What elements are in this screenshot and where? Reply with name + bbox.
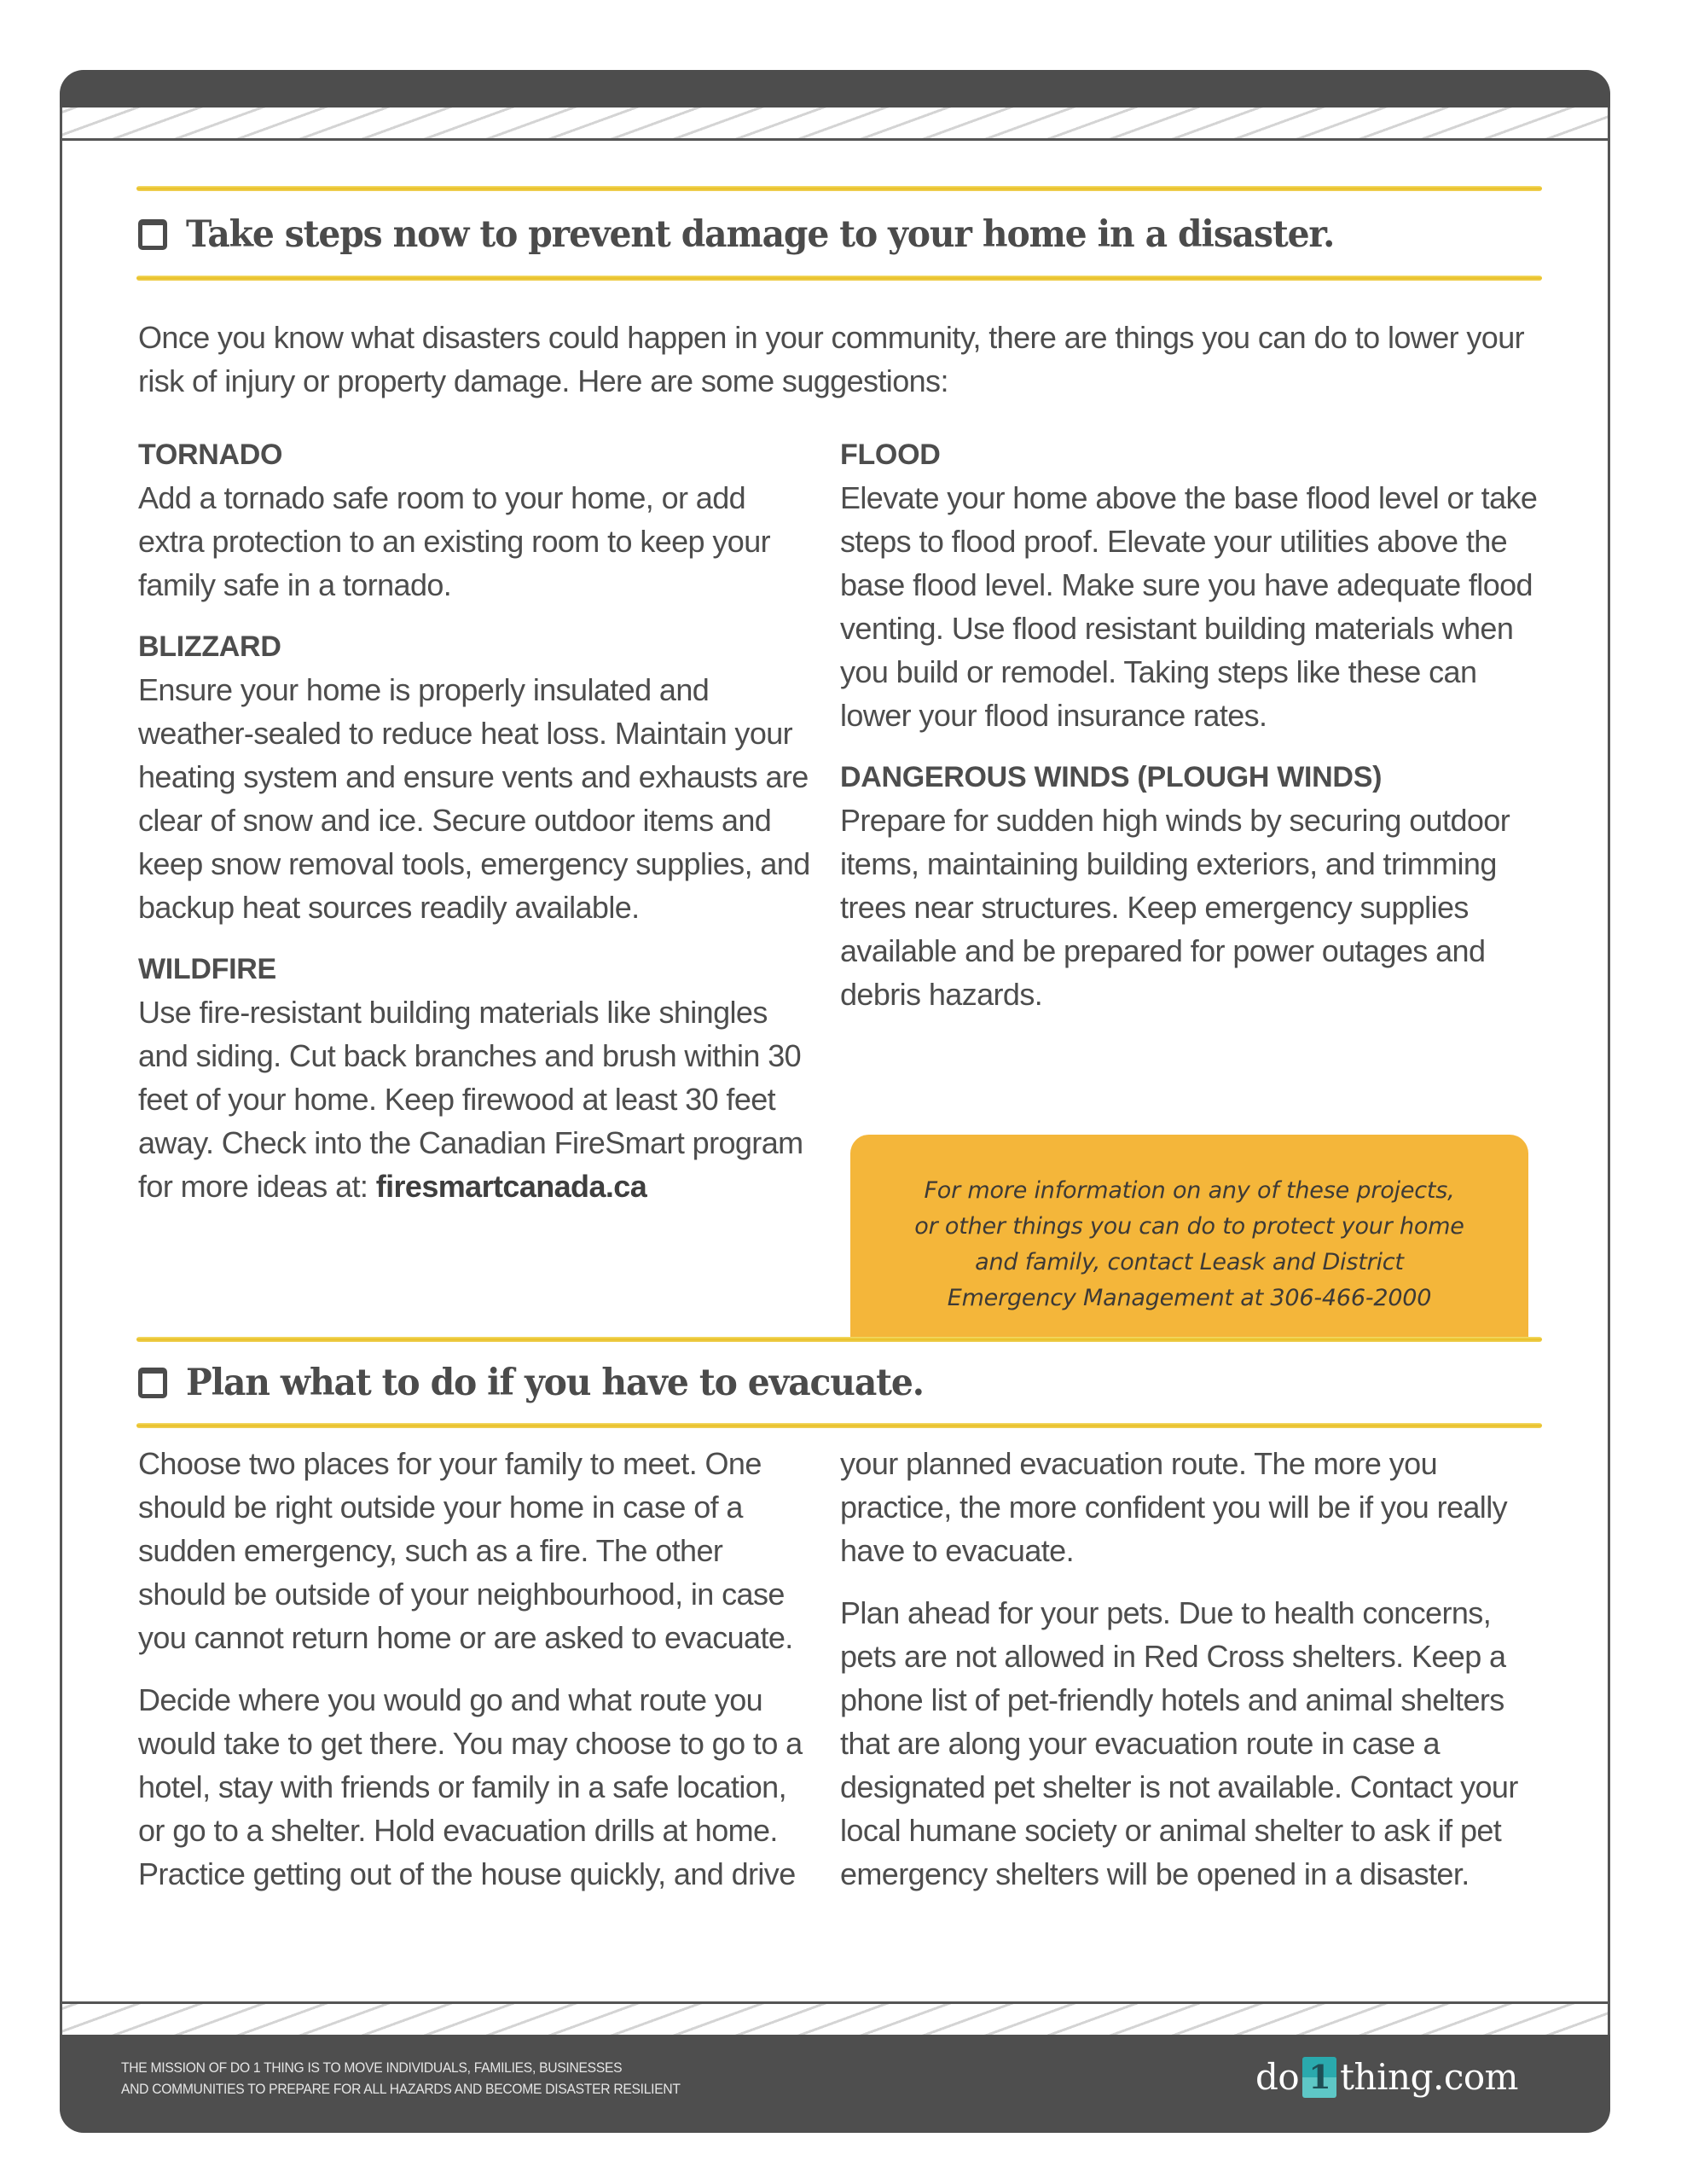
header-bar xyxy=(60,70,1610,107)
callout-line: For more information on any of these projects, xyxy=(924,1177,1455,1204)
evacuate-paragraph: your planned evacuation route. The more you practice, the more confident you will be if you really have to evacuate. xyxy=(840,1446,1507,1568)
hazard-title: BLIZZARD xyxy=(138,630,281,663)
hazard-title: WILDFIRE xyxy=(138,953,276,985)
callout-line: or other things you can do to protect your home xyxy=(914,1213,1464,1240)
footer-mission-statement xyxy=(121,2057,681,2100)
checkbox-icon[interactable] xyxy=(138,219,167,250)
section1-title: Take steps now to prevent damage to your home in a disaster. xyxy=(186,213,1335,256)
section1-top-rule xyxy=(136,186,1542,191)
hazard-body: Elevate your home above the base flood level or take steps to flood proof. Elevate your utilities above the base flood level. Make sure you have adequate flood venting. Use flood resistant building materials when you build or remodel. Taking steps like these can lower your flood insurance rates. xyxy=(840,480,1538,733)
evacuate-paragraph: Plan ahead for your pets. Due to health concerns, pets are not allowed in Red Cross shelters. Keep a phone list of pet-friendly hotels and animal shelters that are along your evacuation route in case a designated pet shelter is not available. Contact your local humane society or animal shelter to ask if pet emergency shelters will be opened in a disaster. xyxy=(840,1595,1518,1891)
evacuate-left-column xyxy=(138,1442,812,1914)
hazard-title: TORNADO xyxy=(138,439,283,471)
hazards-left-column xyxy=(138,433,812,1227)
wildfire-body-text: Use fire-resistant building materials like shingles and siding. Cut back branches and brush within 30 feet of your home. Keep firewood at least 30 feet away. Check into the Canadian FireSmart program for more ideas at: xyxy=(138,995,803,1204)
hazard-dangerous-winds xyxy=(840,756,1539,1016)
logo-suffix: thing.com xyxy=(1340,2056,1518,2098)
evacuate-paragraph: Decide where you would go and what route you would take to get there. You may choose to go to a hotel, stay with friends or family in a safe location, or go to a shelter. Hold evacuation drills at home. Practice getting out of the house quickly, and drive xyxy=(138,1682,803,1891)
hazard-flood xyxy=(840,433,1539,737)
checkbox-icon[interactable] xyxy=(138,1368,167,1398)
hazard-body: Add a tornado safe room to your home, or add extra protection to an existing room to keep your family safe in a tornado. xyxy=(138,480,771,602)
do1thing-logo[interactable] xyxy=(1255,2056,1518,2098)
hazard-wildfire xyxy=(138,948,812,1208)
hazard-body: Prepare for sudden high winds by securing outdoor items, maintaining building exteriors, and trimming trees near structures. Keep emergency supplies available and be prepared for power outages and debris hazards. xyxy=(840,803,1510,1012)
section1-heading xyxy=(138,213,1394,256)
hazard-blizzard xyxy=(138,625,812,929)
info-callout-box xyxy=(850,1135,1528,1339)
callout-text xyxy=(914,1173,1464,1316)
hazard-tornado xyxy=(138,433,812,607)
callout-line: and family, contact Leask and District xyxy=(975,1249,1404,1275)
hazard-title: FLOOD xyxy=(840,439,941,471)
header-hatch-divider xyxy=(62,107,1608,141)
section2-heading xyxy=(138,1362,962,1404)
mission-line: AND COMMUNITIES TO PREPARE FOR ALL HAZARDS AND BECOME DISASTER RESILIENT xyxy=(121,2081,681,2097)
evacuate-right-column xyxy=(840,1442,1539,1914)
footer-hatch-divider xyxy=(62,2001,1608,2035)
section1-intro: Once you know what disasters could happen in your community, there are things you can do to lower your risk of injury or property damage. Here are some suggestions: xyxy=(138,320,1525,398)
hazards-right-column xyxy=(840,433,1539,1035)
firesmart-link[interactable]: firesmartcanada.ca xyxy=(375,1169,647,1204)
hazard-body xyxy=(138,990,812,1208)
mission-line: THE MISSION OF DO 1 THING IS TO MOVE INDIVIDUALS, FAMILIES, BUSINESSES xyxy=(121,2059,623,2076)
evacuate-paragraph: Choose two places for your family to meet. One should be right outside your home in case of a sudden emergency, such as a fire. The other should be outside of your neighbourhood, in case you cannot return home or are asked to evacuate. xyxy=(138,1446,793,1655)
hazard-title: DANGEROUS WINDS (PLOUGH WINDS) xyxy=(840,761,1383,793)
hazard-body: Ensure your home is properly insulated and weather-sealed to reduce heat loss. Maintain your heating system and ensure vents and exhausts are clear of snow and ice. Secure outdoor items and keep snow removal tools, emergency supplies, and backup heat sources readily available. xyxy=(138,672,810,925)
section1-bottom-rule xyxy=(136,276,1542,281)
section2-bottom-rule xyxy=(136,1423,1542,1428)
callout-line: Emergency Management at 306-466-2000 xyxy=(947,1285,1432,1311)
section2-top-rule xyxy=(136,1337,1542,1342)
logo-number-badge: 1 xyxy=(1302,2057,1336,2098)
logo-prefix: do xyxy=(1255,2056,1300,2098)
section2-title: Plan what to do if you have to evacuate. xyxy=(186,1362,924,1404)
